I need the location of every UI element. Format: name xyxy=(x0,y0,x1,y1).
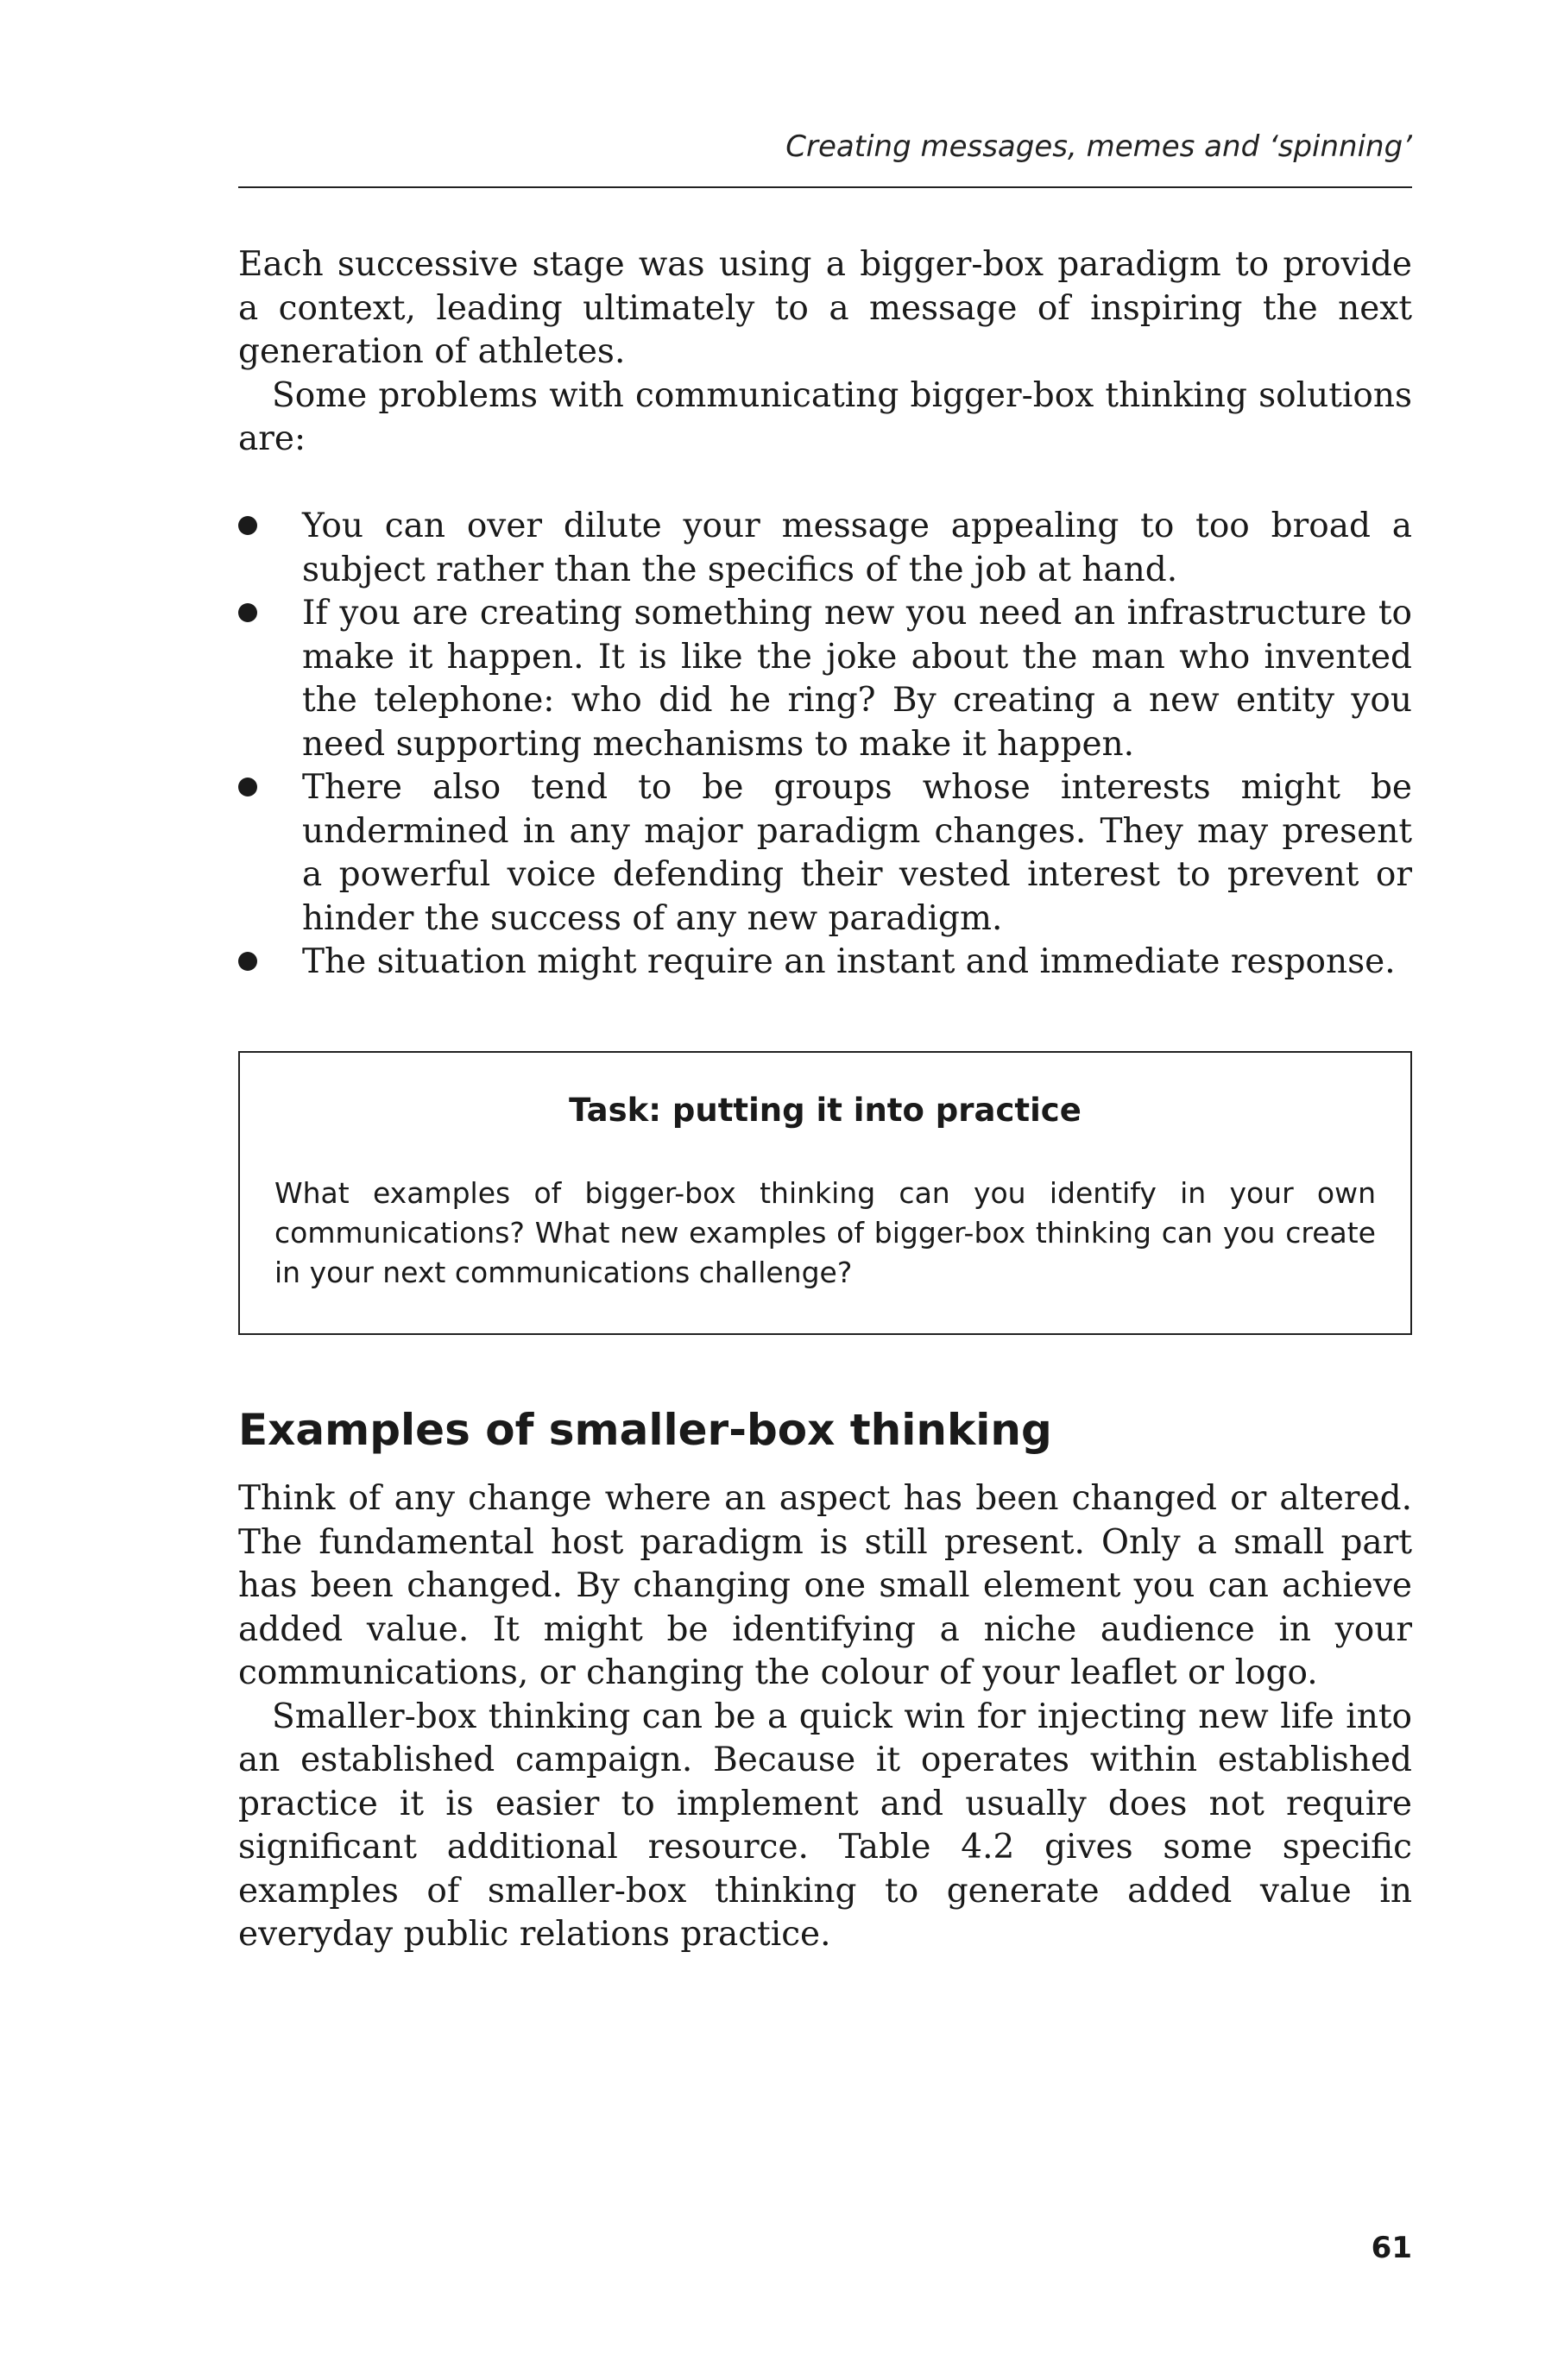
list-item-text: You can over dilute your message appealing to too broad a subject rather than the specifics of the job at hand. xyxy=(302,507,1412,589)
intro-paragraph: Some problems with communicating bigger-box thinking solutions are: xyxy=(238,375,1412,458)
list-item-text: There also tend to be groups whose interests might be undermined in any major paradigm changes. They may present a powerful voice defending their vested interest to prevent or hinder the success of any new paradigm. xyxy=(302,768,1412,938)
section-heading: Examples of smaller-box thinking xyxy=(238,1405,1052,1455)
book-page xyxy=(238,0,1412,2380)
header-rule xyxy=(238,186,1412,188)
bullet-icon xyxy=(238,778,257,796)
bullet-icon xyxy=(238,952,257,971)
problems-list xyxy=(238,505,1412,985)
task-body: What examples of bigger-box thinking can you identify in your own communications? What new examples of bigger-box thinking can you create in your next communications challenge? xyxy=(274,1176,1376,1289)
intro-block xyxy=(238,243,1412,462)
section-paragraph: Think of any change where an aspect has been changed or altered. The fundamental host paradigm is still present. Only a small part has been changed. By changing one small element you can achieve added value. It might be identifying a niche audience in your communications, or changing the colour of your leaflet or logo. xyxy=(238,1479,1412,1692)
bullet-icon xyxy=(238,516,257,535)
task-title: Task: putting it into practice xyxy=(569,1092,1082,1129)
intro-paragraph: Each successive stage was using a bigger-box paradigm to provide a context, leading ultimately to a message of inspiring the next generation of athletes. xyxy=(238,245,1412,371)
page-number: 61 xyxy=(1371,2231,1412,2265)
running-head: Creating messages, memes and ‘spinning’ xyxy=(785,129,1412,164)
bullet-icon xyxy=(238,603,257,622)
list-item xyxy=(238,766,1412,941)
list-item-text: If you are creating something new you need an infrastructure to make it happen. It is like the joke about the man who invented the telephone: who did he ring? By creating a new entity you need supporting mechanisms to make it happen. xyxy=(302,594,1412,764)
task-box xyxy=(238,1051,1412,1335)
problems-list-block xyxy=(238,505,1412,985)
list-item xyxy=(238,941,1412,985)
list-item xyxy=(238,505,1412,592)
section-paragraph: Smaller-box thinking can be a quick win for injecting new life into an established campaign. Because it operates within established practice it is easier to implement and usually does not require significant additional resource. Table 4.2 gives some specific examples of smaller-box thinking to generate added value in everyday public relations practice. xyxy=(238,1697,1412,1954)
list-item-text: The situation might require an instant and immediate response. xyxy=(302,942,1396,981)
list-item xyxy=(238,592,1412,766)
section-body xyxy=(238,1477,1412,1957)
